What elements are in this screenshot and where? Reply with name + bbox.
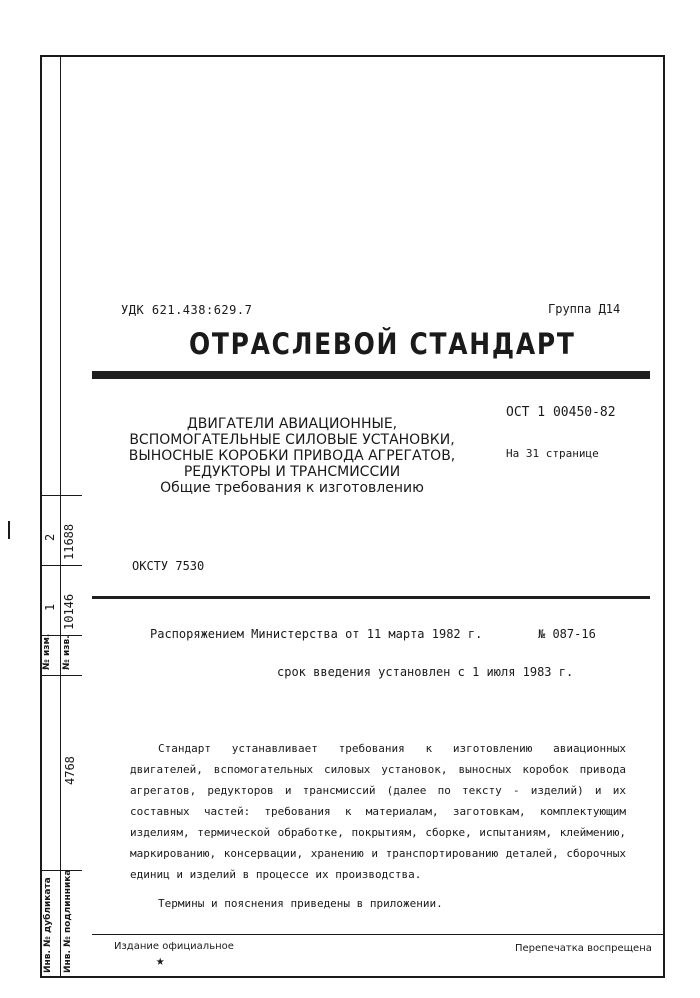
title-rule (92, 371, 650, 379)
notice-1: 10146 (62, 593, 76, 630)
section-rule (92, 596, 650, 599)
product-subtitle: Общие требования к изготовлению (160, 480, 424, 496)
notice-2: 11688 (62, 523, 76, 560)
standard-number: ОСТ 1 00450-82 (506, 405, 616, 420)
edition-label: Издание официальное (114, 941, 234, 952)
body-paragraph: Термины и пояснения приведены в приложении. (158, 897, 443, 910)
notice-no-label: № изв. (62, 635, 72, 670)
product-line: ВСПОМОГАТЕЛЬНЫЕ СИЛОВЫЕ УСТАНОВКИ, (129, 432, 455, 448)
product-line: ВЫНОСНЫЕ КОРОБКИ ПРИВОДА АГРЕГАТОВ, (128, 448, 456, 464)
order-number: № 087-16 (538, 627, 596, 641)
order-text: Распоряжением Министерства от 11 марта 1982 г. (150, 627, 483, 641)
star-icon: ★ (156, 953, 165, 969)
original-inventory-label: Инв. № подлинника (63, 869, 73, 973)
change-2: 2 (43, 533, 57, 541)
reprint-notice: Перепечатка воспрещена (515, 943, 652, 954)
duplicate-inventory-label: Инв. № дубликата (43, 877, 53, 973)
page-count: На 31 странице (506, 447, 599, 460)
strip-rule (40, 675, 82, 676)
page-title: ОТРАСЛЕВОЙ СТАНДАРТ (189, 327, 576, 361)
change-no-label: № изм. (42, 633, 52, 670)
change-1: 1 (43, 603, 57, 611)
oksty-code: ОКСТУ 7530 (132, 559, 205, 573)
inventory-number: 4768 (63, 756, 77, 785)
strip-rule (40, 870, 82, 871)
body-text (130, 738, 626, 914)
body-paragraph: Стандарт устанавливает требования к изготовлению авиационных двигателей, вспомогательных силовых установок, выносных коробок привода агрегатов, редукторов и трансмиссий (далее по тексту - изделий) и их составных частей: требования к материалам, заготовкам, комплектующим изделиям, термической обработке, покрытиям, сборке, испытаниям, клеймению, маркированию, консервации, хранению и транспортированию деталей, сборочных единиц и изделий в процессе их производства. (130, 742, 626, 881)
revision-row-rule (40, 565, 82, 566)
group-code: Группа Д14 (548, 302, 621, 316)
effective-date: срок введения установлен с 1 июля 1983 г. (277, 665, 574, 679)
side-strip (40, 55, 82, 978)
product-line: РЕДУКТОРЫ И ТРАНСМИССИИ (183, 464, 401, 480)
margin-tick (8, 521, 10, 539)
udk-code: УДК 621.438:629.7 (121, 303, 253, 317)
footer-rule (92, 934, 665, 935)
product-title (112, 416, 472, 496)
product-line: ДВИГАТЕЛИ АВИАЦИОННЫЕ, (186, 416, 398, 432)
